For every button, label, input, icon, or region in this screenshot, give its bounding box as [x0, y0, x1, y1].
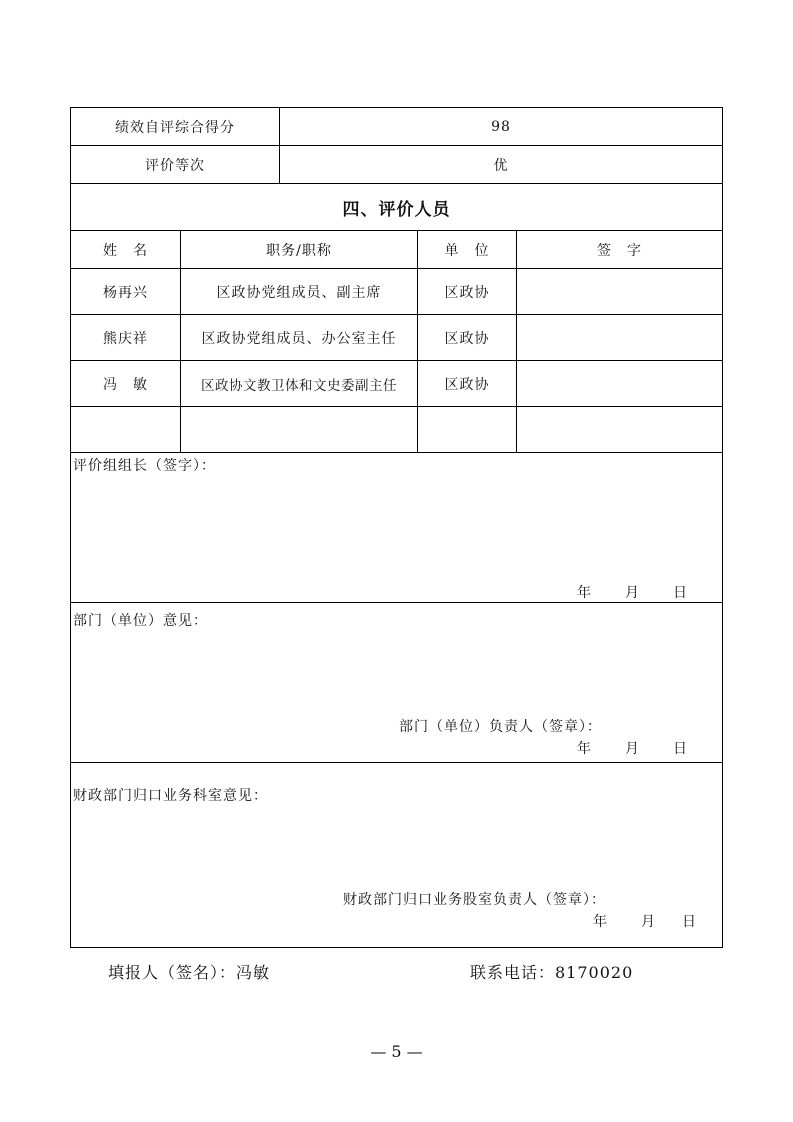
- row-divider: [70, 452, 723, 453]
- contact-phone: 联系电话：8170020: [470, 963, 634, 982]
- evaluator-unit: 区政协: [444, 376, 490, 393]
- evaluator-name: 熊庆祥: [103, 330, 148, 347]
- evaluator-name: 杨再兴: [103, 284, 148, 301]
- leader-date-day: 日: [673, 585, 687, 601]
- score-label: 绩效自评综合得分: [115, 119, 235, 136]
- evaluator-unit: 区政协: [444, 284, 490, 301]
- evaluator-position: 区政协党组成员、办公室主任: [201, 330, 397, 347]
- leader-date-year: 年: [577, 585, 591, 601]
- evaluator-unit: 区政协: [444, 330, 490, 347]
- header-position: 职务/职称: [266, 242, 332, 259]
- row-divider: [70, 602, 723, 603]
- grade-value: 优: [493, 157, 509, 174]
- dept-opinion-label: 部门（单位）意见：: [73, 613, 208, 629]
- score-value: 98: [491, 118, 511, 135]
- dept-date-year: 年: [577, 741, 591, 757]
- header-signature: 签 字: [597, 242, 642, 259]
- finance-date-year: 年: [593, 914, 607, 930]
- evaluator-position: 区政协文教卫体和文史委副主任: [201, 377, 397, 394]
- leader-date-month: 月: [625, 585, 639, 601]
- section-title: 四、评价人员: [342, 199, 451, 220]
- evaluator-signature[interactable]: [517, 315, 722, 360]
- grade-label: 评价等次: [145, 157, 205, 174]
- dept-date-day: 日: [673, 741, 687, 757]
- evaluator-name: 冯 敏: [103, 376, 148, 393]
- finance-date-month: 月: [641, 914, 655, 930]
- row-divider: [70, 762, 723, 763]
- finance-opinion-label: 财政部门归口业务科室意见：: [73, 788, 268, 804]
- dept-date-month: 月: [625, 741, 639, 757]
- border-right: [722, 107, 723, 948]
- border-bottom: [70, 947, 723, 948]
- header-name: 姓 名: [103, 242, 148, 259]
- leader-signature-label: 评价组组长（签字）：: [73, 458, 216, 474]
- evaluator-signature[interactable]: [517, 361, 722, 406]
- finance-signer-label: 财政部门归口业务股室负责人（签章）：: [343, 892, 606, 908]
- filler-signature: 填报人（签名）：冯敏: [108, 963, 271, 982]
- page-number: — 5 —: [370, 1042, 423, 1061]
- empty-row: [71, 407, 722, 452]
- evaluator-position: 区政协党组成员、副主席: [216, 284, 382, 301]
- evaluator-signature[interactable]: [517, 269, 722, 314]
- dept-signer-label: 部门（单位）负责人（签章）：: [399, 719, 602, 735]
- header-unit: 单 位: [444, 242, 490, 259]
- finance-date-day: 日: [682, 914, 696, 930]
